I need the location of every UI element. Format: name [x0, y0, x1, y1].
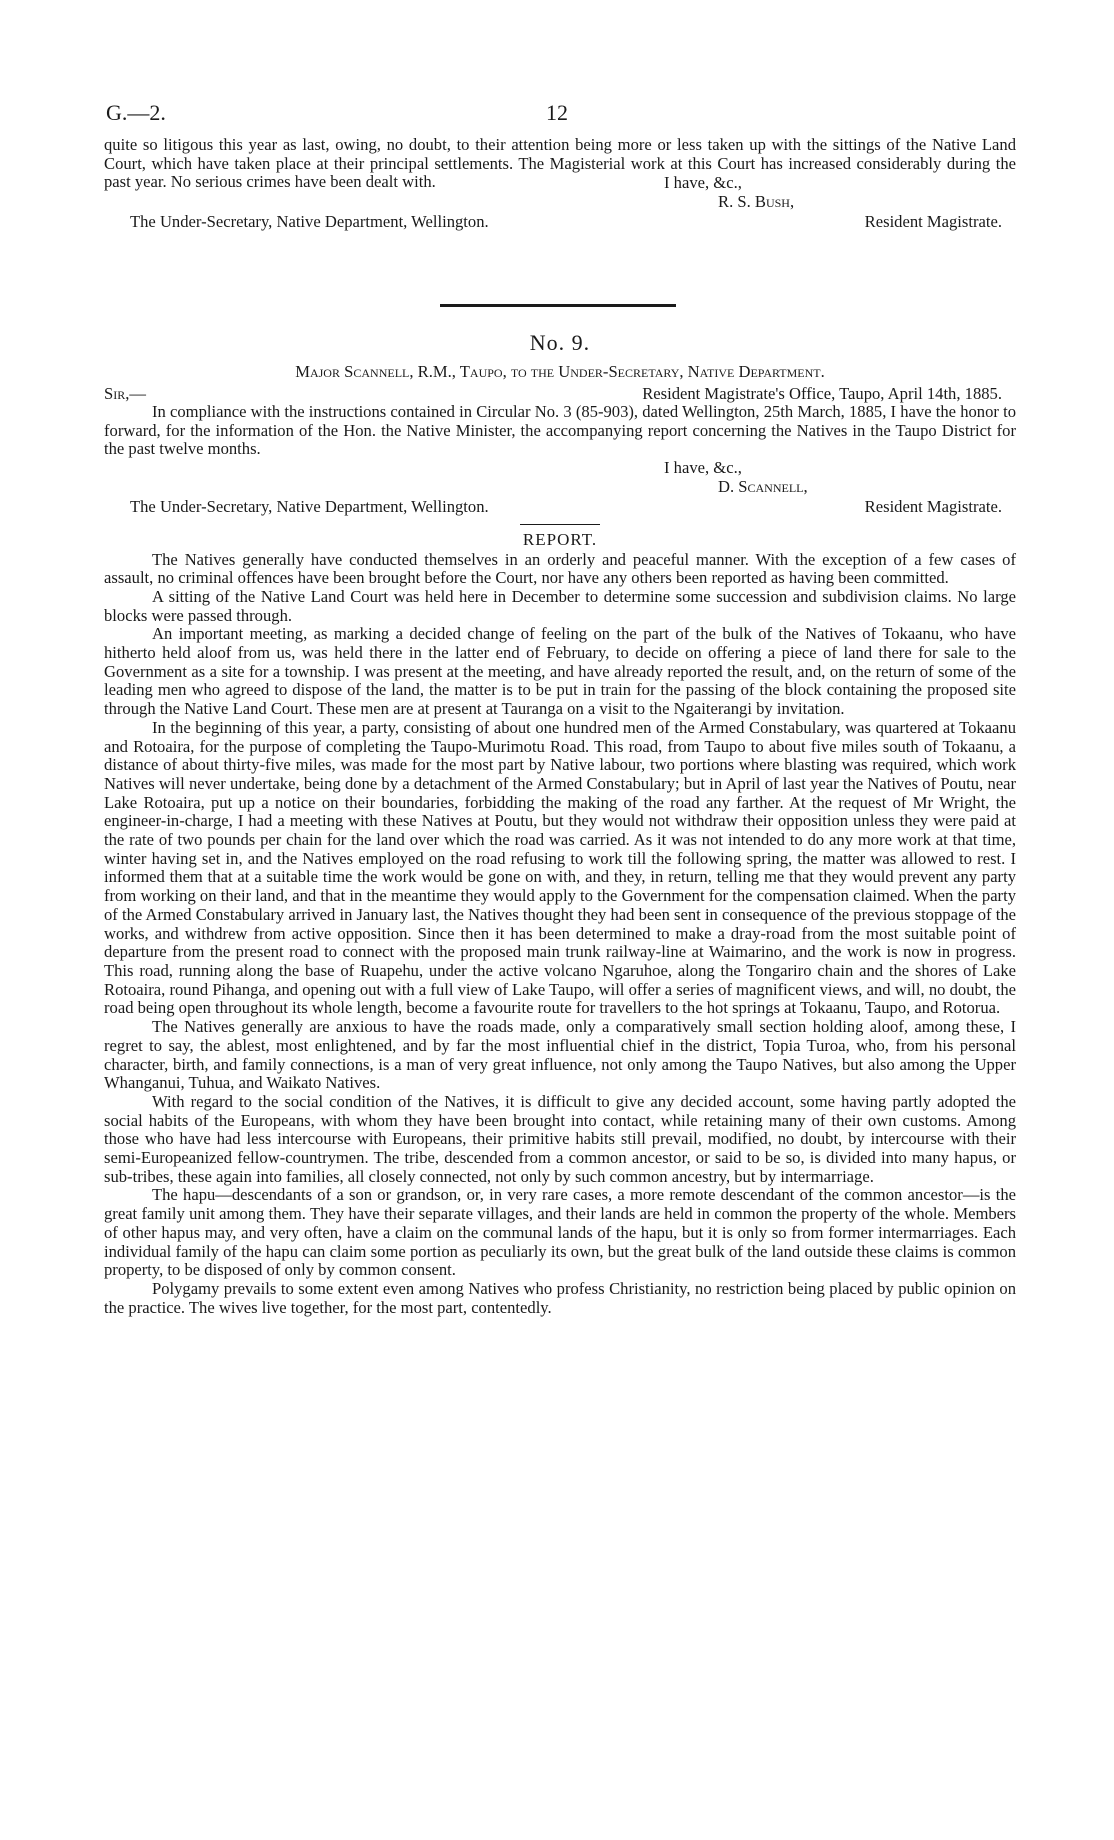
prior-letter-addressee: The Under-Secretary, Native Department, Wellington. — [130, 211, 489, 231]
prior-letter-footer — [104, 212, 1016, 231]
document-reference: G.—2. — [106, 100, 166, 125]
salutation: Sir,— — [104, 384, 146, 403]
letter-addressee: The Under-Secretary, Native Department, Wellington. — [130, 496, 489, 516]
section-divider — [440, 304, 676, 307]
report-paragraph: The Natives generally have conducted themselves in an orderly and peaceful manner. With the exception of a few cases of assault, no criminal offences have been brought before the Court, nor have any others been reported as having been committed. — [104, 549, 1016, 588]
report-paragraph: An important meeting, as marking a decided change of feeling on the part of the bulk of the Natives of Tokaanu, who have hitherto held aloof from us, was held there in the latter end of February, to decide on offering a piece of land there for sale to the Government as a site for a township. I was present at the meeting, and have already reported the result, and, on the return of some of the leading men who agreed to dispose of the land, the matter is to be put in train for the passing of the block containing the proposed site through the Native Land Court. These men are at present at Tauranga on a visit to the Ngaiterangi by invitation. — [104, 624, 1016, 719]
report-paragraph: Polygamy prevails to some extent even among Natives who profess Christianity, no restriction being placed by public opinion on the practice. The wives live together, for the most part, contentedly. — [104, 1278, 1016, 1317]
letter-signer-title: Resident Magistrate. — [864, 496, 1002, 516]
report-paragraph: The hapu—descendants of a son or grandson, or, in very rare cases, a more remote descendant of the common ancestor—is the great family unit among them. They have their separate villages, and their lands are held in common the property of the whole. Members of other hapus may, and very often, have a claim on the communal lands of the hapu, but it is only so from former intermarriages. Each individual family of the hapu can claim some portion as peculiarly its own, but the great bulk of the land outside these claims is common property, to be disposed of only by common consent. — [104, 1185, 1016, 1280]
report-body — [104, 551, 1016, 1318]
letter-salutation-row — [104, 384, 1016, 403]
report-paragraph: A sitting of the Native Land Court was held here in December to determine some succession and subdivision claims. No large blocks were passed through. — [104, 586, 1016, 625]
office-date: Resident Magistrate's Office, Taupo, April 14th, 1885. — [642, 384, 1002, 403]
report-paragraph: In the beginning of this year, a party, consisting of about one hundred men of the Armed Constabulary, was quartered at Tokaanu and Rotoaira, for the purpose of completing the Taupo-Murimotu Road. This road, from Taupo to about five miles south of Tokaanu, a distance of about thirty-five miles, was made for the most part by Native labour, two portions where blasting was required, which work Natives will never undertake, being done by a detachment of the Armed Constabulary; but in April of last year the Natives of Poutu, near Lake Rotoaira, put up a notice on their boundaries, forbidding the making of the road any farther. At the request of Mr Wright, the engineer-in-charge, I had a meeting with these Natives at Poutu, but they would not withdraw their opposition unless they were paid at the rate of two pounds per chain for the land over which the road was carried. As it was not intended to do any more work at that time, winter having set in, and the Natives employed on the road refusing to work till the following spring, the matter was allowed to rest. I informed them that at a suitable time the work would be gone on with, and they, in return, telling me that they would prevent any party from working on their land, and that in the meantime they would apply to the Government for the compensation claimed. When the party of the Armed Constabulary arrived in January last, the Natives thought they had been sent in consequence of the previous stoppage of the works, and withdrew from active opposition. Since then it has been determined to make a dray-road from the most suitable point of departure from the present road to connect with the proposed main trunk railway-line at Waimarino, and the work is now in progress. This road, running along the base of Ruapehu, under the active volcano Ngaruhoe, along the Tongariro chain and the shores of Lake Rotoaira, round Pihanga, and opening out with a full view of Lake Taupo, will offer a series of magnificent views, and will, no doubt, the road being open throughout its whole length, become a favourite route for travellers to the hot springs at Tokaanu, Taupo, and Rotorua. — [104, 717, 1016, 1018]
letter-body: In compliance with the instructions contained in Circular No. 3 (85-903), dated Wellington, 25th March, 1885, I have the honor to forward, for the information of the Hon. the Native Minister, the accompanying report concerning the Natives in the Taupo District for the past twelve months. — [104, 402, 1016, 459]
prior-letter-signer-title: Resident Magistrate. — [864, 211, 1002, 231]
report-divider — [520, 524, 600, 525]
prior-letter-signer: R. S. Bush, — [718, 191, 795, 211]
letter-heading: Major Scannell, R.M., Taupo, to the Under-Secretary, Native Department. — [295, 362, 825, 381]
report-paragraph: With regard to the social condition of the Natives, it is difficult to give any decided account, some having partly adopted the social habits of the Europeans, with whom they have been brought into contact, while retaining many of their own customs. Among those who have had less intercourse with Europeans, their primitive habits still prevail, modified, no doubt, by intercourse with their semi-Europeanized fellow-countrymen. The tribe, descended from a common ancestor, or said to be so, is divided into many hapus, or sub-tribes, these again into families, all closely connected, not only by such common ancestry, but by intermarriage. — [104, 1091, 1016, 1186]
report-paragraph: The Natives generally are anxious to have the roads made, only a comparatively small section holding aloof, among these, I regret to say, the ablest, most enlightened, and by far the most influential chief in the district, Topia Turoa, who, from his personal character, birth, and family connections, is a man of very great influence, not only among the Taupo Natives, but also among the Upper Whanganui, Tuhua, and Waikato Natives. — [104, 1017, 1016, 1093]
prior-letter — [104, 136, 1016, 231]
letter-number: No. 9. — [529, 330, 591, 355]
letter-no-9 — [104, 330, 1016, 1317]
letter-closing: I have, &c., — [664, 458, 742, 478]
prior-letter-text: quite so litigous this year as last, owing, no doubt, to their attention being more or less taken up with the sittings of the Native Land Court, which have taken place at their principal settlements. The Magisterial work at this Court has increased considerably during the past year. No serious crimes have been dealt with. — [104, 135, 1016, 192]
letter-signer: D. Scannell, — [718, 476, 808, 496]
letter-footer — [104, 497, 1016, 516]
prior-letter-closing: I have, &c., — [664, 173, 742, 193]
page-number: 12 — [546, 100, 568, 125]
report-title: REPORT. — [522, 529, 598, 549]
